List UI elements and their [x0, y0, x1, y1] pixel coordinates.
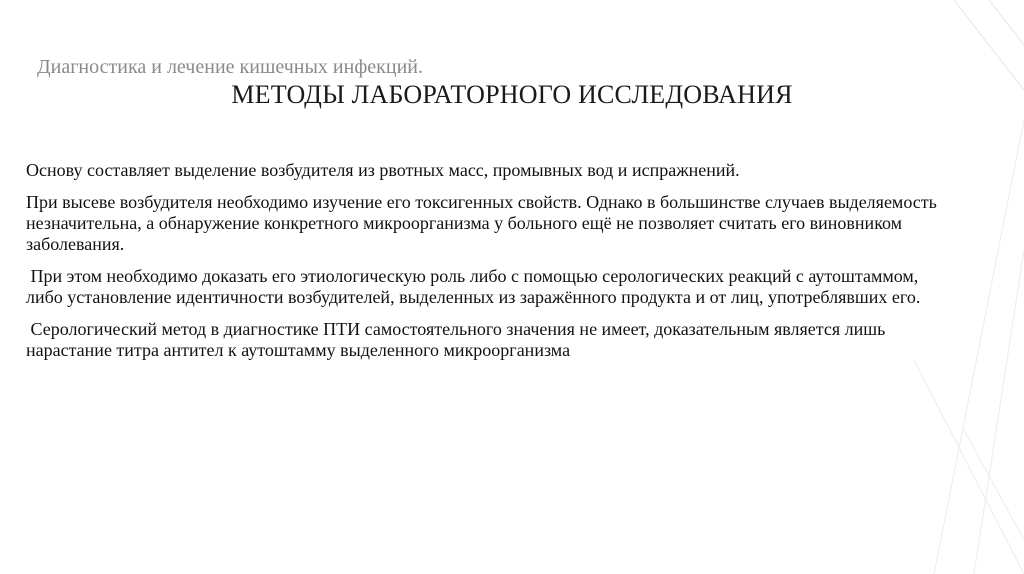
- paragraph-1: Основу составляет выделение возбудителя из рвотных масс, промывных вод и испражнений.: [26, 160, 740, 180]
- slide-subtitle: Диагностика и лечение кишечных инфекций.: [37, 56, 423, 78]
- paragraph-4: Серологический метод в диагностике ПТИ самостоятельного значения не имеет, доказательным является лишь нарастание титра антител к аутоштамму выделенного микроорганизма: [26, 319, 890, 360]
- slide-title: МЕТОДЫ ЛАБОРАТОРНОГО ИССЛЕДОВАНИЯ: [231, 80, 793, 109]
- paragraph-3: При этом необходимо доказать его этиологическую роль либо с помощью серологических реакций с аутоштаммом, либо установление идентичности возбудителей, выделенных из заражённого продукта и от лиц, употреблявших его.: [26, 266, 923, 307]
- paragraph-2: При высеве возбудителя необходимо изучение его токсигенных свойств. Однако в большинстве случаев выделяемость незначительна, а обнаружение конкретного микроорганизма у больного ещё не позволяет считать его виновником заболевания.: [26, 192, 937, 254]
- slide-body: [26, 160, 946, 372]
